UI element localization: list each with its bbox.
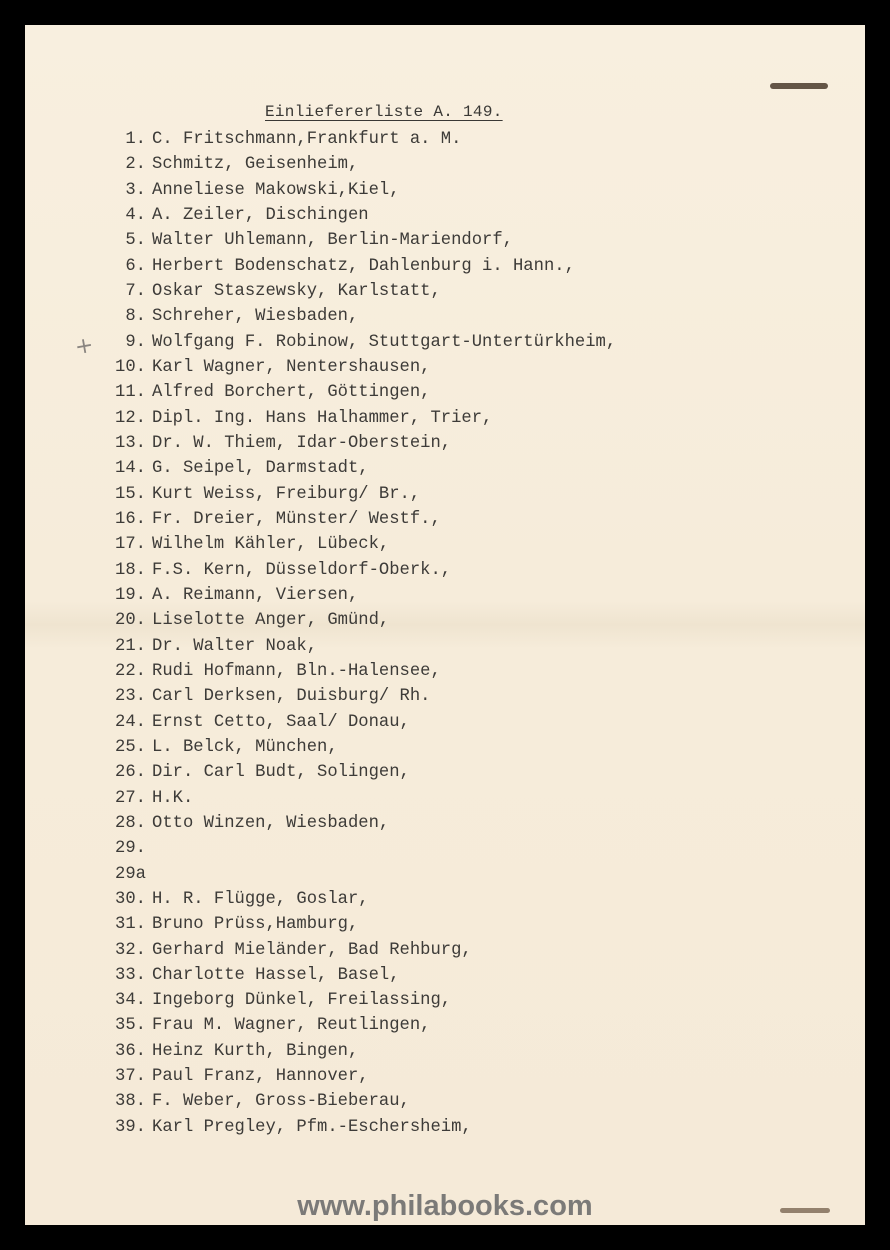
entry-text: A. Zeiler, Dischingen [152,205,369,225]
entry-text: Karl Wagner, Nentershausen, [152,357,431,377]
entry-number: 38. [115,1092,146,1112]
entry-text: Kurt Weiss, Freiburg/ Br., [152,484,421,504]
entry-text: Dr. Walter Noak, [152,636,318,656]
entry-text: Carl Derksen, Duisburg/ Rh. [152,687,431,707]
entry-number: 16. [115,509,146,529]
entry-text: F. Weber, Gross-Bieberau, [152,1092,410,1112]
entry-number: 34. [115,991,146,1011]
entry-number: 15. [115,484,146,504]
entry-text: G. Seipel, Darmstadt, [152,459,369,479]
list-item [95,1039,616,1064]
entry-text: H. R. Flügge, Goslar, [152,889,369,909]
entry-text: Dipl. Ing. Hans Halhammer, Trier, [152,408,493,428]
list-item [95,684,616,709]
entry-text: Bruno Prüss,Hamburg, [152,915,359,935]
entry-text: Dr. W. Thiem, Idar-Oberstein, [152,433,452,453]
list-item [95,406,616,431]
list-item [95,1115,616,1140]
entry-text: Frau M. Wagner, Reutlingen, [152,1016,431,1036]
list-item [95,710,616,735]
entry-number: 29. [115,839,146,859]
entry-text: Liselotte Anger, Gmünd, [152,611,390,631]
entry-number: 12. [115,408,146,428]
entry-number: 36. [115,1041,146,1061]
entry-text: Gerhard Mieländer, Bad Rehburg, [152,940,472,960]
entry-number: 2. [125,155,146,175]
list-item [95,608,616,633]
list-item [95,431,616,456]
entry-text: Charlotte Hassel, Basel, [152,965,400,985]
entry-number: 19. [115,585,146,605]
entry-number: 35. [115,1016,146,1036]
list-item [95,1064,616,1089]
list-item [95,355,616,380]
entry-text: Ingeborg Dünkel, Freilassing, [152,991,452,1011]
entry-number: 30. [115,889,146,909]
entry-number: 26. [115,763,146,783]
entry-text: Paul Franz, Hannover, [152,1067,369,1087]
entry-number: 3. [125,180,146,200]
list-item [95,938,616,963]
entry-text: Wilhelm Kähler, Lübeck, [152,535,390,555]
list-item [95,659,616,684]
list-item [95,279,616,304]
entry-number: 29a [115,864,146,884]
entry-number: 23. [115,687,146,707]
entry-text: Fr. Dreier, Münster/ Westf., [152,509,441,529]
entry-number: 27. [115,788,146,808]
entry-number: 14. [115,459,146,479]
watermark: www.philabooks.com [297,1190,593,1222]
list-item [95,862,616,887]
list-item [95,152,616,177]
entry-number: 13. [115,433,146,453]
entry-number: 28. [115,813,146,833]
list-item [95,811,616,836]
entry-text: Dir. Carl Budt, Solingen, [152,763,410,783]
entry-text: Rudi Hofmann, Bln.-Halensee, [152,661,441,681]
list-item [95,963,616,988]
entry-text: Karl Pregley, Pfm.-Eschersheim, [152,1117,472,1137]
entry-text: Walter Uhlemann, Berlin-Mariendorf, [152,231,513,251]
list-item [95,786,616,811]
list-item [95,735,616,760]
entry-text: C. Fritschmann,Frankfurt a. M. [152,130,462,149]
handwritten-cross-mark: + [72,332,96,361]
ink-stain [770,83,828,89]
entry-number: 8. [125,307,146,327]
entry-number: 32. [115,940,146,960]
entry-text: L. Belck, München, [152,737,338,757]
entry-number: 1. [125,130,146,149]
entry-number: 5. [125,231,146,251]
list-item [95,380,616,405]
list-item [95,507,616,532]
entry-text: Otto Winzen, Wiesbaden, [152,813,390,833]
list-item [95,304,616,329]
list-item [95,988,616,1013]
list-item [95,228,616,253]
list-item [95,887,616,912]
entry-text: F.S. Kern, Düsseldorf-Oberk., [152,560,452,580]
entry-number: 20. [115,611,146,631]
entry-number: 25. [115,737,146,757]
list-item [95,760,616,785]
list-item [95,532,616,557]
list-item [95,127,616,152]
list-item [95,558,616,583]
entry-number: 4. [125,205,146,225]
entry-text: Schmitz, Geisenheim, [152,155,359,175]
entry-text: Alfred Borchert, Göttingen, [152,383,431,403]
list-item [95,254,616,279]
entry-number: 10. [115,357,146,377]
list-item [95,634,616,659]
list-item [95,1013,616,1038]
list-item [95,583,616,608]
consignor-list [95,127,616,1140]
entry-number: 37. [115,1067,146,1087]
entry-text: H.K. [152,788,194,808]
list-item [95,836,616,861]
entry-number: 39. [115,1117,146,1137]
entry-number: 31. [115,915,146,935]
list-item [95,178,616,203]
entry-text: Anneliese Makowski,Kiel, [152,180,400,200]
list-item [95,203,616,228]
entry-text: Heinz Kurth, Bingen, [152,1041,359,1061]
entry-number: 17. [115,535,146,555]
entry-text: Wolfgang F. Robinow, Stuttgart-Untertürkheim, [152,332,617,352]
list-item [95,456,616,481]
entry-number: 18. [115,560,146,580]
entry-number: 6. [125,256,146,276]
entry-number: 7. [125,281,146,301]
entry-number: 33. [115,965,146,985]
entry-number: 9. [125,332,146,352]
list-item [95,1089,616,1114]
list-item [95,482,616,507]
document-title: Einliefererliste A. 149. [265,103,503,121]
entry-number: 21. [115,636,146,656]
entry-text: Herbert Bodenschatz, Dahlenburg i. Hann., [152,256,575,276]
entry-number: 24. [115,712,146,732]
list-item [95,330,616,355]
list-item [95,912,616,937]
entry-number: 11. [115,383,146,403]
entry-text: Schreher, Wiesbaden, [152,307,359,327]
entry-text: Oskar Staszewsky, Karlstatt, [152,281,441,301]
entry-text: A. Reimann, Viersen, [152,585,359,605]
entry-text: Ernst Cetto, Saal/ Donau, [152,712,410,732]
entry-number: 22. [115,661,146,681]
